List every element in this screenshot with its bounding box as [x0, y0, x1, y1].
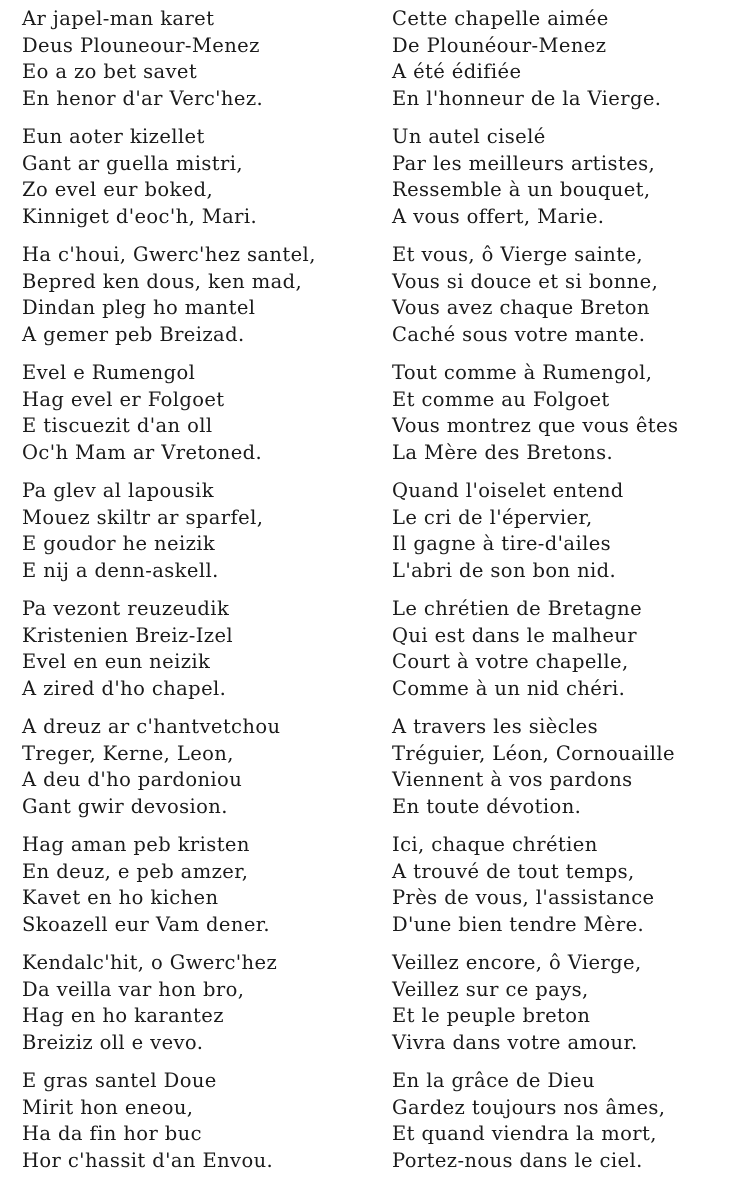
stanza [392, 714, 742, 832]
verse-line: Zo evel eur boked, [22, 178, 214, 201]
verse-line: Veillez sur ce pays, [392, 977, 589, 1001]
verse-line: L'abri de son bon nid. [392, 558, 617, 582]
verse-line: Hag en ho karantez [22, 1004, 224, 1027]
verse-line: Par les meilleurs artistes, [392, 151, 656, 175]
verse-line: Qui est dans le malheur [392, 623, 637, 647]
verse-line: Evel en eun neizik [22, 650, 211, 673]
verse-line: A dreuz ar c'hantvetchou [22, 715, 281, 738]
verse-line: Kendalc'hit, o Gwerc'hez [22, 951, 278, 974]
verse-line: A trouvé de tout temps, [392, 859, 635, 883]
verse-line: Et comme au Folgoet [392, 387, 610, 411]
verse-line: Le chrétien de Bretagne [392, 597, 643, 620]
verse-line: Deus Plouneour-Menez [22, 33, 260, 57]
verse-line: Vous montrez que vous êtes [392, 414, 679, 437]
verse-line: Près de vous, l'assistance [392, 886, 655, 909]
verse-line: A deu d'ho pardoniou [22, 768, 243, 791]
stanza [392, 478, 742, 596]
verse-line: Portez-nous dans le ciel. [392, 1148, 643, 1172]
verse-line: Mouez skiltr ar sparfel, [22, 505, 264, 529]
verse-line: E gras santel Doue [22, 1069, 217, 1092]
verse-line: Gant gwir devosion. [22, 794, 228, 818]
verse-line: Kristenien Breiz-Izel [22, 623, 234, 647]
verse-line: A vous offert, Marie. [392, 204, 605, 228]
verse-line: Skoazell eur Vam dener. [22, 912, 270, 936]
verse-line: D'une bien tendre Mère. [392, 912, 645, 936]
verse-line: Pa glev al lapousik [22, 479, 214, 502]
verse-line: Et quand viendra la mort, [392, 1122, 657, 1145]
stanza [22, 950, 372, 1068]
verse-line: En toute dévotion. [392, 794, 582, 818]
verse-line: Ici, chaque chrétien [392, 833, 598, 856]
verse-line: Hag aman peb kristen [22, 833, 250, 856]
verse-line: Eo a zo bet savet [22, 60, 198, 83]
verse-line: Et le peuple breton [392, 1004, 591, 1027]
verse-line: Hag evel er Folgoet [22, 387, 225, 411]
verse-line: Quand l'oiselet entend [392, 479, 624, 502]
verse-line: Gant ar guella mistri, [22, 151, 243, 175]
verse-line: Da veilla var hon bro, [22, 977, 245, 1001]
verse-line: Veillez encore, ô Vierge, [392, 951, 642, 974]
verse-line: E goudor he neizik [22, 532, 216, 555]
verse-line: Dindan pleg ho mantel [22, 296, 256, 319]
verse-line: A travers les siècles [392, 715, 599, 738]
verse-line: A été édifiée [392, 60, 522, 83]
stanza [392, 1068, 742, 1186]
verse-line: Gardez toujours nos âmes, [392, 1095, 666, 1119]
verse-line: Kinniget d'eoc'h, Mari. [22, 204, 258, 228]
stanza [22, 6, 372, 124]
verse-line: Le cri de l'épervier, [392, 505, 593, 529]
verse-line: A gemer peb Breizad. [22, 322, 245, 346]
verse-line: En la grâce de Dieu [392, 1069, 595, 1092]
stanza [392, 6, 742, 124]
verse-line: A zired d'ho chapel. [22, 676, 227, 700]
verse-line: Hor c'hassit d'an Envou. [22, 1148, 274, 1172]
verse-line: Evel e Rumengol [22, 361, 196, 384]
verse-line: Treger, Kerne, Leon, [22, 741, 234, 765]
stanza [22, 596, 372, 714]
verse-line: Kavet en ho kichen [22, 886, 219, 909]
verse-line: Ar japel-man karet [22, 7, 215, 30]
verse-line: Vivra dans votre amour. [392, 1030, 638, 1054]
verse-line: Un autel ciselé [392, 125, 546, 148]
verse-line: Caché sous votre mante. [392, 322, 646, 346]
verse-line: Oc'h Mam ar Vretoned. [22, 440, 263, 464]
verse-line: Ressemble à un bouquet, [392, 178, 651, 201]
stanza [392, 242, 742, 360]
verse-line: Vous avez chaque Breton [392, 296, 650, 319]
verse-line: Ha da fin hor buc [22, 1122, 202, 1145]
verse-line: Mirit hon eneou, [22, 1095, 194, 1119]
verse-line: En henor d'ar Verc'hez. [22, 86, 264, 110]
verse-line: Bepred ken dous, ken mad, [22, 269, 303, 293]
verse-line: E nij a denn-askell. [22, 558, 219, 582]
stanza [22, 832, 372, 950]
stanza [392, 832, 742, 950]
stanza [22, 478, 372, 596]
verse-line: La Mère des Bretons. [392, 440, 614, 464]
stanza [392, 360, 742, 478]
verse-line: De Plounéour-Menez [392, 33, 607, 57]
verse-line: Et vous, ô Vierge sainte, [392, 243, 643, 266]
stanza [22, 124, 372, 242]
verse-line: Comme à un nid chéri. [392, 676, 626, 700]
stanza [22, 714, 372, 832]
stanza [392, 950, 742, 1068]
verse-line: Ha c'houi, Gwerc'hez santel, [22, 243, 316, 266]
stanza [22, 242, 372, 360]
stanza [22, 360, 372, 478]
verse-line: Tréguier, Léon, Cornouaille [392, 741, 675, 765]
verse-line: Vous si douce et si bonne, [392, 269, 659, 293]
verse-line: Breiziz oll e vevo. [22, 1030, 204, 1054]
stanza [392, 596, 742, 714]
verse-line: E tiscuezit d'an oll [22, 414, 213, 437]
stanza [22, 1068, 372, 1186]
stanza [392, 124, 742, 242]
verse-line: Viennent à vos pardons [392, 768, 633, 791]
verse-line: Pa vezont reuzeudik [22, 597, 230, 620]
verse-line: Court à votre chapelle, [392, 650, 629, 673]
verse-line: Cette chapelle aimée [392, 7, 609, 30]
verse-line: Il gagne à tire-d'ailes [392, 532, 612, 555]
verse-line: En l'honneur de la Vierge. [392, 86, 662, 110]
verse-line: Eun aoter kizellet [22, 125, 205, 148]
verse-line: En deuz, e peb amzer, [22, 859, 249, 883]
verse-line: Tout comme à Rumengol, [392, 361, 653, 384]
french-column [392, 6, 742, 1186]
breton-column [22, 6, 372, 1186]
